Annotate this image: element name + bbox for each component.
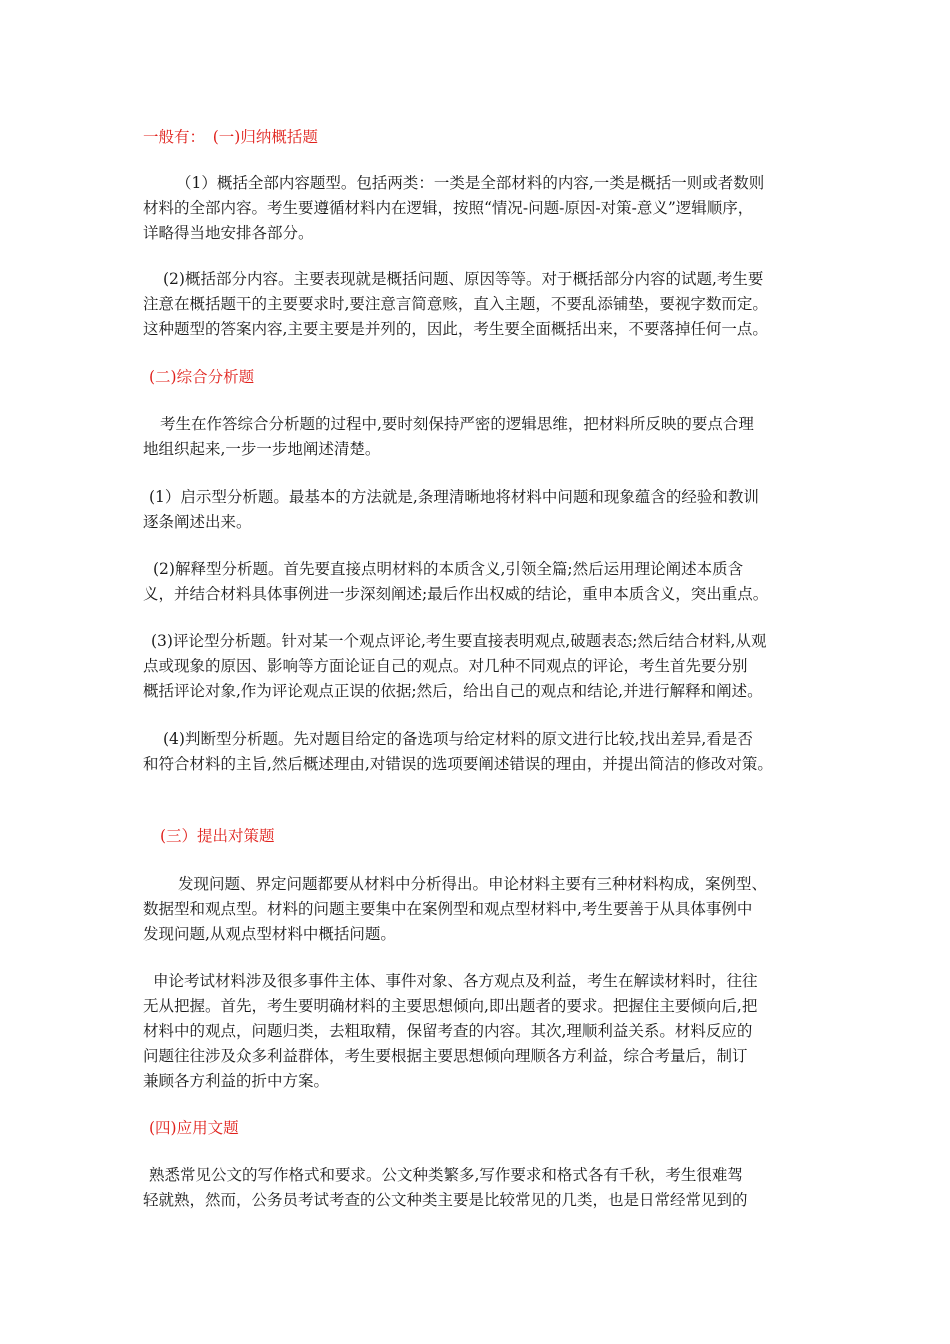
paragraph-line: 问题往往涉及众多利益群体，考生要根据主要思想倾向理顺各方利益，综合考量后，制订: [143, 1047, 748, 1065]
paragraph-line: 申论考试材料涉及很多事件主体、事件对象、各方观点及利益，考生在解读材料时，往往: [153, 972, 758, 990]
paragraph-line: (1）启示型分析题。最基本的方法就是,条理清晰地将材料中问题和现象蕴含的经验和教训: [149, 488, 759, 506]
paragraph-line: 考生在作答综合分析题的过程中,要时刻保持严密的逻辑思维，把材料所反映的要点合理: [160, 415, 754, 433]
section-heading-3: (三）提出对策题: [160, 827, 275, 845]
paragraph-line: (2)解释型分析题。首先要直接点明材料的本质含义,引领全篇;然后运用理论阐述本质含: [153, 560, 744, 578]
paragraph-line: 材料中的观点，问题归类，去粗取精，保留考查的内容。其次,理顺利益关系。材料反应的: [143, 1022, 753, 1040]
paragraph-line: 兼顾各方利益的折中方案。: [143, 1072, 330, 1090]
paragraph-line: 地组织起来,一步一步地阐述清楚。: [143, 440, 381, 458]
section-heading-2: (二)综合分析题: [149, 368, 255, 386]
paragraph-line: 这种题型的答案内容,主要主要是并列的，因此，考生要全面概括出来，不要落掉任何一点。: [143, 320, 768, 338]
section-heading-1: 一般有： (一)归纳概括题: [143, 128, 318, 146]
paragraph-line: (2)概括部分内容。主要表现就是概括问题、原因等等。对于概括部分内容的试题,考生要: [163, 270, 764, 288]
paragraph-line: 发现问题,从观点型材料中概括问题。: [143, 925, 396, 943]
section-heading-4: (四)应用文题: [149, 1119, 239, 1137]
paragraph-line: 逐条阐述出来。: [143, 513, 252, 531]
paragraph-line: 注意在概括题干的主要要求时,要注意言简意赅，直入主题，不要乱添铺垫，要视字数而定。: [143, 295, 768, 313]
paragraph-line: (3)评论型分析题。针对某一个观点评论,考生要直接表明观点,破题表态;然后结合材料,从观: [151, 632, 767, 650]
paragraph-line: 熟悉常见公文的写作格式和要求。公文种类繁多,写作要求和格式各有千秋，考生很难驾: [149, 1166, 743, 1184]
paragraph-line: 材料的全部内容。考生要遵循材料内在逻辑，按照“情况-问题-原因-对策-意义”逻辑顺序，: [143, 199, 754, 217]
paragraph-line: 无从把握。首先，考生要明确材料的主要思想倾向,即出题者的要求。把握住主要倾向后,把: [143, 997, 758, 1015]
paragraph-line: 概括评论对象,作为评论观点正误的依据;然后，给出自己的观点和结论,并进行解释和阐述。: [143, 682, 763, 700]
paragraph-line: 发现问题、界定问题都要从材料中分析得出。申论材料主要有三种材料构成，案例型、: [178, 875, 768, 893]
paragraph-line: 数据型和观点型。材料的问题主要集中在案例型和观点型材料中,考生要善于从具体事例中: [143, 900, 753, 918]
paragraph-line: （1）概括全部内容题型。包括两类：一类是全部材料的内容,一类是概括一则或者数则: [176, 174, 765, 192]
paragraph-line: 轻就熟，然而，公务员考试考查的公文种类主要是比较常见的几类，也是日常经常见到的: [143, 1191, 748, 1209]
paragraph-line: 义，并结合材料具体事例进一步深刻阐述;最后作出权威的结论，重申本质含义，突出重点。: [143, 585, 769, 603]
paragraph-line: 和符合材料的主旨,然后概述理由,对错误的选项要阐述错误的理由，并提出简洁的修改对策。: [143, 755, 773, 773]
paragraph-line: 详略得当地安排各部分。: [143, 224, 314, 242]
paragraph-line: 点或现象的原因、影响等方面论证自己的观点。对几种不同观点的评论，考生首先要分别: [143, 657, 748, 675]
paragraph-line: (4)判断型分析题。先对题目给定的备选项与给定材料的原文进行比较,找出差异,看是否: [163, 730, 753, 748]
